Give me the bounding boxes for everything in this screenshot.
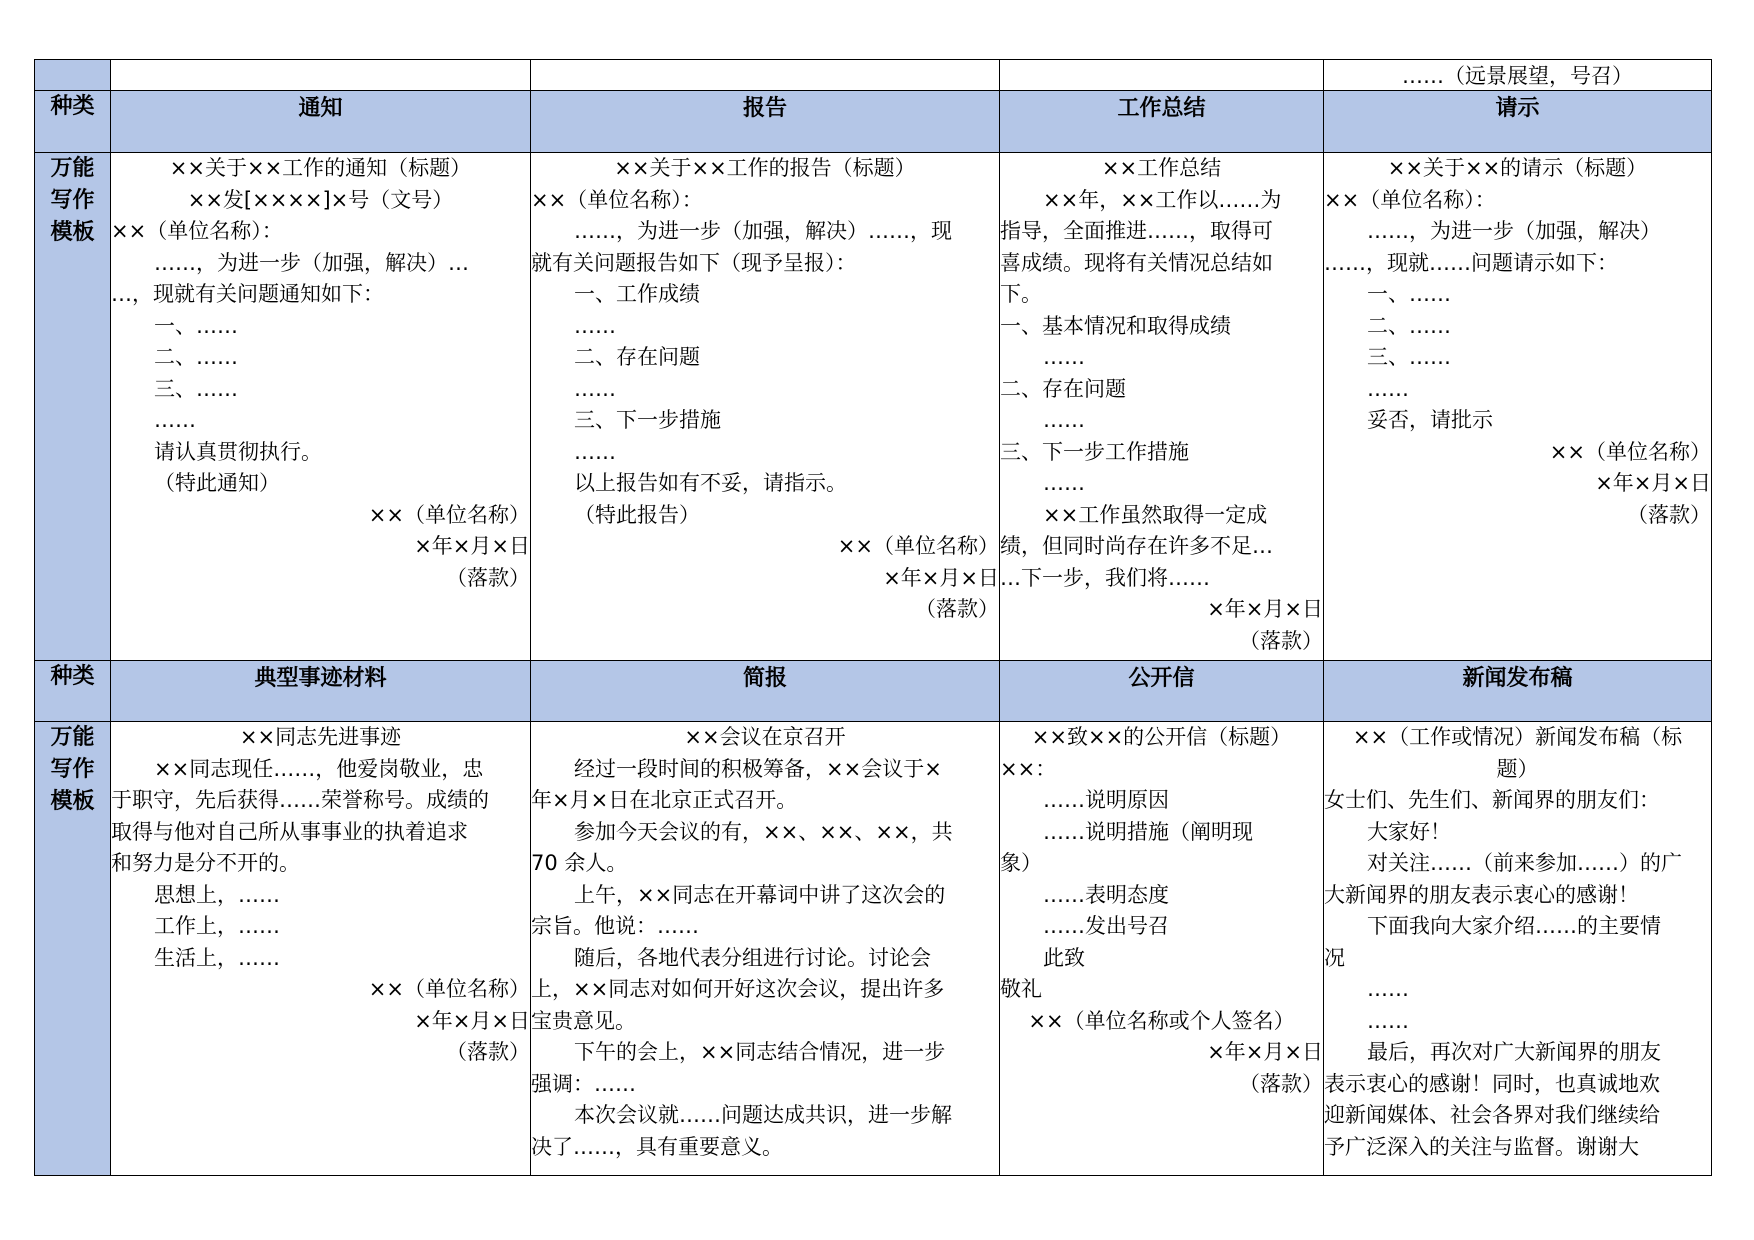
template-line: 予广泛深入的关注与监督。谢谢大 — [1324, 1134, 1639, 1159]
qingshi-template — [1324, 153, 1712, 661]
template-line: ×年×月×日 — [883, 565, 999, 590]
template-line: 三、下一步工作措施 — [1000, 439, 1189, 464]
template-line: ……，为进一步（加强，解决） — [1367, 219, 1661, 243]
continuation-cell-3 — [1000, 60, 1324, 91]
template-line: 二、…… — [154, 345, 238, 369]
template-line: 女士们、先生们、新闻界的朋友们： — [1324, 788, 1660, 812]
template-line: 上午，××同志在开幕词中讲了这次会的 — [574, 882, 946, 907]
template-line: （落款） — [915, 597, 999, 621]
template-line: ×年×月×日 — [1595, 471, 1711, 495]
template-line: 决了……，具有重要意义。 — [531, 1134, 783, 1159]
template-line: 此致 — [1043, 945, 1085, 970]
continuation-row — [35, 60, 1712, 91]
template-line: 对关注……（前来参加……）的广 — [1367, 851, 1682, 875]
template-line: 象） — [1000, 851, 1042, 875]
writing-template-table — [34, 59, 1712, 1176]
template-line: （落款） — [446, 565, 530, 590]
template-line: ×年×月×日 — [414, 534, 530, 558]
header-shiji: 典型事迹材料 — [111, 661, 531, 722]
template-line: 以上报告如有不妥，请指示。 — [574, 471, 847, 495]
continuation-cell-1 — [111, 60, 531, 91]
xinwen-template — [1324, 722, 1712, 1176]
template-line: 三、下一步措施 — [574, 408, 721, 432]
template-line: 喜成绩。现将有关情况总结如 — [1000, 250, 1273, 275]
template-line: （落款） — [1239, 628, 1323, 653]
header-row-1 — [35, 91, 1712, 153]
template-line: （落款） — [1627, 502, 1711, 527]
template-line: 随后，各地代表分组进行讨论。讨论会 — [574, 945, 931, 970]
template-line: ……表明态度 — [1043, 882, 1169, 907]
kind-label: 种类 — [35, 661, 111, 722]
template-line: 二、…… — [1367, 313, 1451, 338]
template-line: 下面我向大家介绍……的主要情 — [1367, 914, 1661, 938]
template-line: 敬礼 — [1000, 977, 1042, 1001]
template-line: （特此通知） — [154, 471, 280, 495]
shiji-template — [111, 722, 531, 1176]
template-line: …… — [1367, 1008, 1409, 1033]
template-line: …… — [574, 376, 616, 401]
template-line: 妥否，请批示 — [1367, 408, 1493, 432]
header-jianbao: 简报 — [531, 661, 1000, 722]
template-line: ××同志先进事迹 — [239, 725, 402, 749]
template-line: 经过一段时间的积极筹备，××会议于× — [574, 756, 942, 781]
baogao-template — [531, 153, 1000, 661]
template-line: …… — [574, 313, 616, 338]
template-line: …，现就有关问题通知如下： — [111, 282, 384, 306]
template-line: …… — [1367, 977, 1409, 1001]
template-line: ××（单位名称） — [837, 534, 999, 558]
template-line: 下。 — [1000, 282, 1042, 306]
template-line: 请认真贯彻执行。 — [154, 439, 322, 464]
template-line: …… — [1043, 345, 1085, 369]
template-line: …… — [1043, 471, 1085, 495]
template-line: 强调：…… — [531, 1071, 636, 1096]
template-line: ××发[××××]×号（文号） — [187, 187, 454, 212]
template-line: 70 余人。 — [531, 851, 628, 875]
template-line: 三、…… — [1367, 345, 1451, 369]
header-xinwen: 新闻发布稿 — [1324, 661, 1712, 722]
template-line: ××致××的公开信（标题） — [1031, 725, 1292, 749]
template-line: 和努力是分不开的。 — [111, 851, 300, 875]
template-line: ××（单位名称） — [368, 502, 530, 527]
template-line: 题） — [1496, 756, 1539, 781]
template-line: 年×月×日在北京正式召开。 — [531, 788, 798, 812]
template-line: 迎新闻媒体、社会各界对我们继续给 — [1324, 1103, 1660, 1127]
template-line: …… — [1043, 408, 1085, 432]
header-qingshi: 请示 — [1324, 91, 1712, 153]
content-row-1 — [35, 153, 1712, 661]
header-baogao: 报告 — [531, 91, 1000, 153]
template-line: ……，为进一步（加强，解决）……，现 — [574, 219, 952, 243]
template-line: ××年，××工作以……为 — [1043, 187, 1282, 212]
template-label: 万能 写作 模板 — [35, 722, 111, 1176]
zongjie-template — [1000, 153, 1324, 661]
template-line: （特此报告） — [574, 502, 700, 527]
kind-label: 种类 — [35, 91, 111, 153]
template-line: 表示衷心的感谢！同时，也真诚地欢 — [1324, 1071, 1660, 1096]
template-label: 万能 写作 模板 — [35, 153, 111, 661]
tongzhi-template — [111, 153, 531, 661]
content-row-2 — [35, 722, 1712, 1176]
template-line: 一、工作成绩 — [574, 282, 700, 306]
template-line: 最后，再次对广大新闻界的朋友 — [1367, 1040, 1661, 1064]
template-line: 工作上，…… — [154, 914, 280, 938]
jianbao-template — [531, 722, 1000, 1176]
template-line: ××工作总结 — [1101, 156, 1222, 180]
template-line: ××（单位名称）： — [111, 219, 283, 243]
template-line: ……说明措施（阐明现 — [1043, 819, 1253, 844]
template-line: ××： — [1000, 756, 1057, 781]
template-line: ×年×月×日 — [414, 1008, 530, 1033]
template-line: 绩，但同时尚存在许多不足… — [1000, 534, 1273, 558]
template-line: ××关于××工作的通知（标题） — [169, 156, 472, 180]
template-line: 三、…… — [154, 376, 238, 401]
template-line: ……，为进一步（加强，解决）… — [154, 250, 469, 275]
template-line: ××（单位名称）： — [1324, 187, 1496, 212]
template-line: ×年×月×日 — [1207, 597, 1323, 621]
continuation-side-cell — [35, 60, 111, 91]
template-line: 大新闻界的朋友表示衷心的感谢！ — [1324, 882, 1639, 907]
template-line: 上，××同志对如何开好这次会议，提出许多 — [531, 977, 945, 1001]
template-line: …… — [574, 439, 616, 464]
template-line: ××会议在京召开 — [684, 725, 846, 749]
gongkaixin-template — [1000, 722, 1324, 1176]
template-line: …… — [154, 408, 196, 432]
template-line: （落款） — [1239, 1071, 1323, 1096]
header-gongkaixin: 公开信 — [1000, 661, 1324, 722]
template-line: （落款） — [446, 1040, 530, 1064]
template-line: 宝贵意见。 — [531, 1008, 636, 1033]
template-line: 取得与他对自己所从事事业的执着追求 — [111, 819, 468, 844]
template-line: 于职守，先后获得……荣誉称号。成绩的 — [111, 788, 489, 812]
template-line: 二、存在问题 — [1000, 376, 1126, 401]
template-line: ××（单位名称或个人签名） — [1028, 1008, 1295, 1033]
continuation-cell-4: ……（远景展望，号召） — [1324, 60, 1712, 91]
template-line: …… — [1367, 376, 1409, 401]
template-line: 宗旨。他说：…… — [531, 914, 699, 938]
template-line: 指导，全面推进……，取得可 — [1000, 219, 1273, 243]
template-line: 况 — [1324, 945, 1345, 970]
header-zongjie: 工作总结 — [1000, 91, 1324, 153]
template-line: 生活上，…… — [154, 945, 280, 970]
template-line: ×年×月×日 — [1207, 1040, 1323, 1064]
template-line: ……说明原因 — [1043, 788, 1169, 812]
template-line: 参加今天会议的有，××、××、××，共 — [574, 819, 953, 844]
template-line: 二、存在问题 — [574, 345, 700, 369]
template-line: 就有关问题报告如下（现予呈报）： — [531, 250, 857, 275]
template-line: ××（单位名称） — [368, 977, 530, 1001]
template-line: 一、…… — [154, 313, 238, 338]
continuation-cell-2 — [531, 60, 1000, 91]
template-line: ××（单位名称） — [1549, 439, 1711, 464]
template-line: 本次会议就……问题达成共识，进一步解 — [574, 1103, 952, 1127]
template-line: ××（工作或情况）新闻发布稿（标 — [1352, 725, 1683, 749]
template-line: ××关于××的请示（标题） — [1387, 156, 1648, 180]
template-line: ××关于××工作的报告（标题） — [614, 156, 916, 180]
template-line: ××（单位名称）： — [531, 187, 703, 212]
header-row-2 — [35, 661, 1712, 722]
template-line: ……，现就……问题请示如下： — [1324, 250, 1618, 275]
template-line: 一、基本情况和取得成绩 — [1000, 313, 1231, 338]
template-line: 下午的会上，××同志结合情况，进一步 — [574, 1040, 946, 1064]
header-tongzhi: 通知 — [111, 91, 531, 153]
template-line: 思想上，…… — [154, 882, 280, 907]
template-line: 一、…… — [1367, 282, 1451, 306]
template-line: 大家好！ — [1367, 819, 1451, 844]
template-line: ××同志现任……，他爱岗敬业，忠 — [154, 756, 484, 781]
template-line: ……发出号召 — [1043, 914, 1169, 938]
template-line: …下一步，我们将…… — [1000, 565, 1210, 590]
template-line: ××工作虽然取得一定成 — [1043, 502, 1268, 527]
